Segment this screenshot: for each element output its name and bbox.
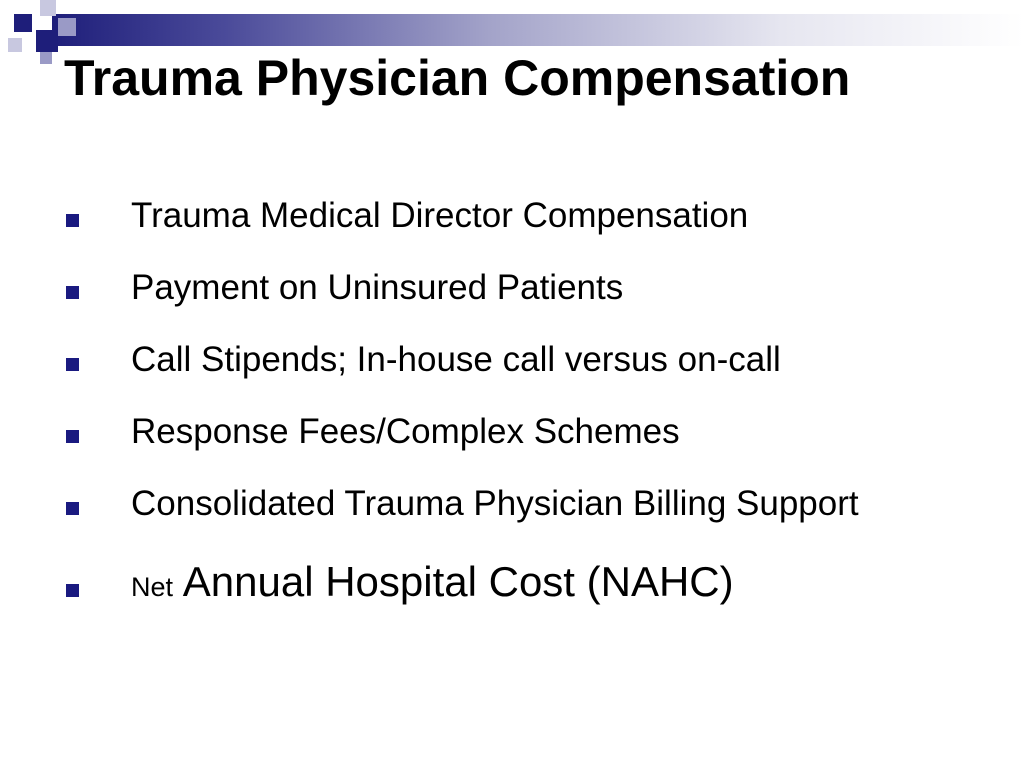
square-bullet-icon [66,502,79,515]
bullet-text: Payment on Uninsured Patients [131,268,624,307]
bullet-text-net-cost [131,558,734,606]
bullet-item [0,408,1024,458]
decor-square [8,38,22,52]
bullet-item [0,336,1024,386]
title-accent-bar [52,14,1024,46]
bullet-item [0,192,1024,242]
bullet-item [0,480,1024,530]
decor-square [36,30,58,52]
decor-square [40,0,56,16]
square-bullet-icon [66,358,79,371]
bullet-prefix: Net [131,572,174,602]
slide-title: Trauma Physician Compensation [64,50,851,106]
bullet-item [0,264,1024,314]
decor-square [40,52,52,64]
square-bullet-icon [66,430,79,443]
bullet-text: Trauma Medical Director Compensation [131,196,749,235]
bullet-main-text: Annual Hospital Cost (NAHC) [182,558,734,605]
square-bullet-icon [66,584,79,597]
bullet-text: Response Fees/Complex Schemes [131,412,680,451]
decor-square [58,18,76,36]
square-bullet-icon [66,286,79,299]
square-bullet-icon [66,214,79,227]
bullet-item [0,556,1024,606]
bullet-text: Call Stipends; In-house call versus on-call [131,340,781,379]
bullet-text: Consolidated Trauma Physician Billing Support [131,484,859,523]
decor-square [14,14,32,32]
